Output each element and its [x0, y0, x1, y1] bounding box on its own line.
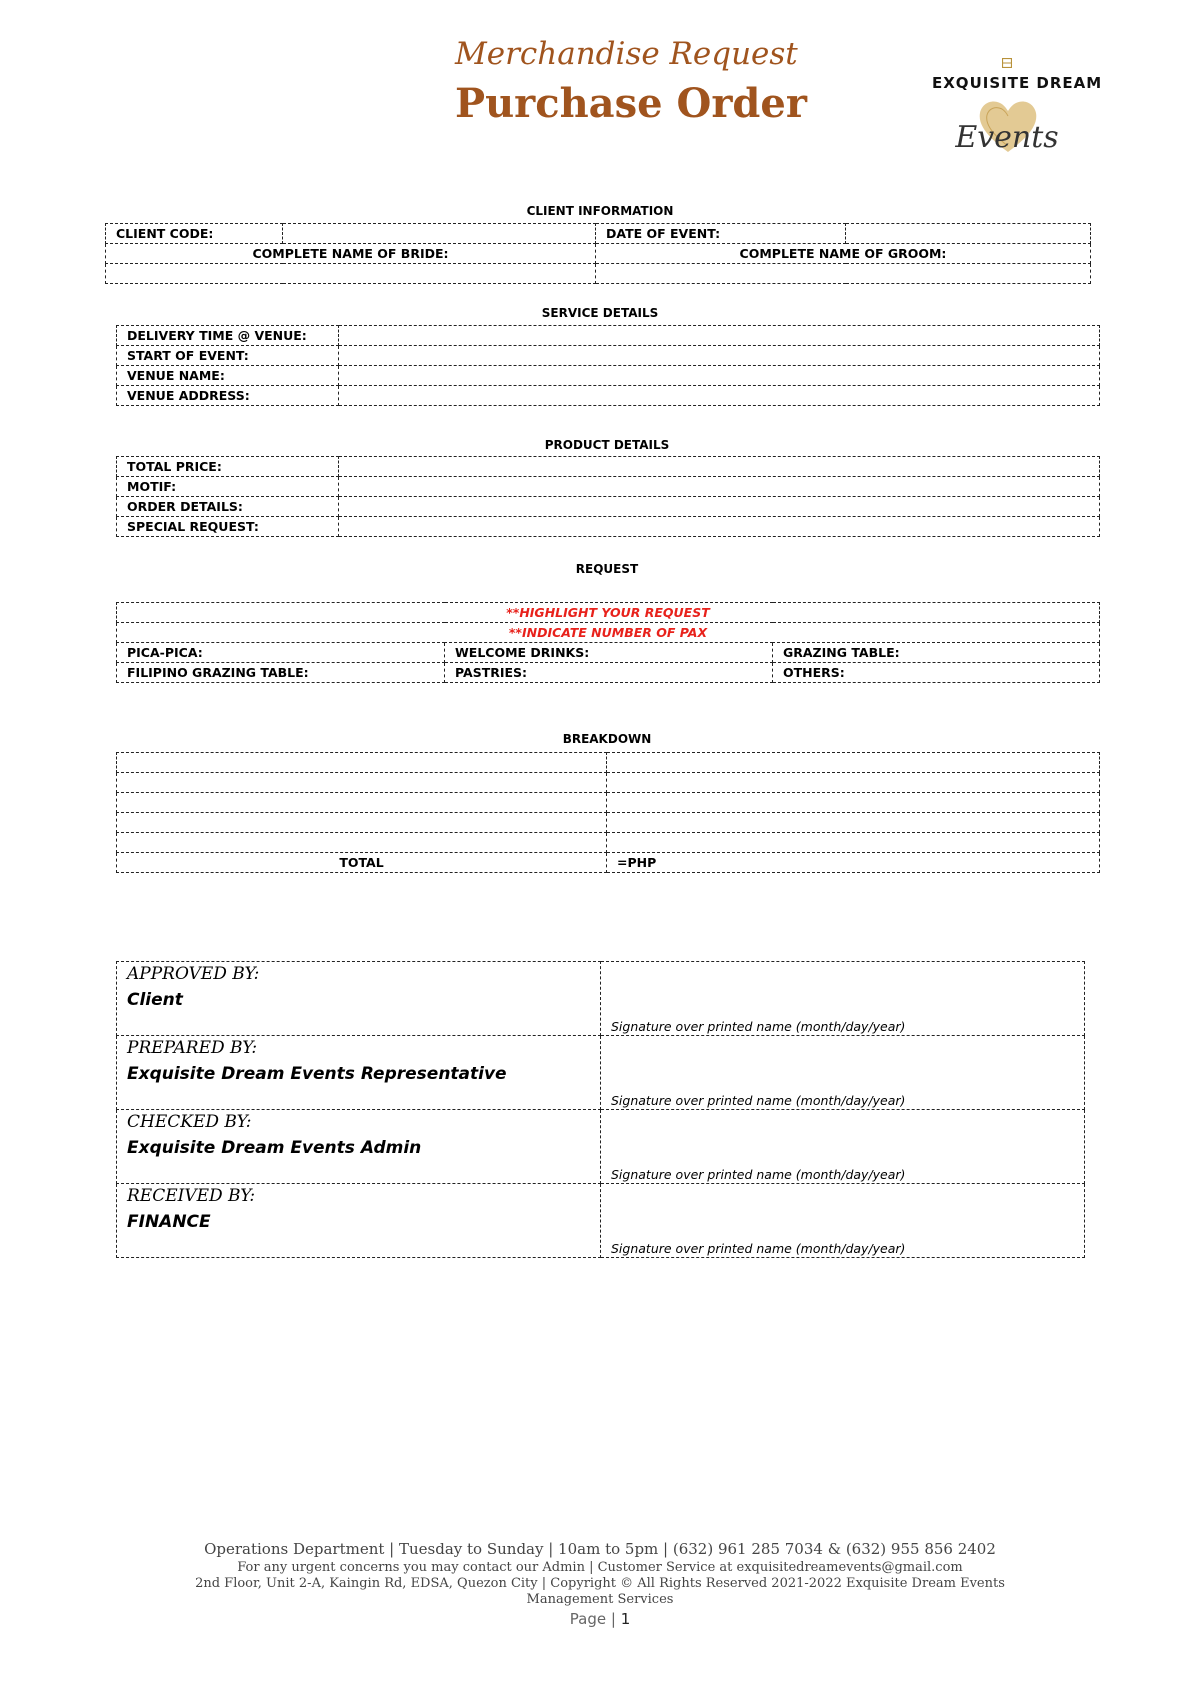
request-title: REQUEST — [575, 562, 639, 576]
signature-note: Signature over printed name (month/day/year) — [611, 1241, 906, 1256]
total-price-field[interactable] — [339, 457, 1100, 477]
delivery-time-field[interactable] — [339, 326, 1100, 346]
approved-by-cell — [117, 962, 601, 1036]
logo-brand-text: EXQUISITE DREAM — [932, 74, 1103, 92]
indicate-pax-note: **INDICATE NUMBER OF PAX — [117, 623, 1100, 643]
logo-script-text: Events — [955, 120, 1059, 155]
breakdown-amount-cell[interactable] — [607, 833, 1100, 853]
date-of-event-field[interactable] — [846, 224, 1091, 244]
checked-by-cell — [117, 1110, 601, 1184]
logo-mark-icon — [1002, 58, 1012, 68]
footer-email-line: For any urgent concerns you may contact our Admin | Customer Service at exquisitedreamevents@gmail.com — [237, 1560, 963, 1575]
breakdown-item-cell[interactable] — [117, 753, 607, 773]
received-by-cell — [117, 1184, 601, 1258]
approved-by-signature-field[interactable] — [601, 962, 1085, 1036]
breakdown-amount-cell[interactable] — [607, 753, 1100, 773]
footer-contact-line: Operations Department | Tuesday to Sunday | 10am to 5pm | (632) 961 285 7034 & (632) 955 856 2402 — [204, 1540, 996, 1558]
others-field[interactable]: OTHERS: — [773, 663, 1100, 683]
filipino-grazing-table-field[interactable]: FILIPINO GRAZING TABLE: — [117, 663, 445, 683]
breakdown-item-cell[interactable] — [117, 833, 607, 853]
start-of-event-field[interactable] — [339, 346, 1100, 366]
breakdown-item-cell[interactable] — [117, 773, 607, 793]
service-details-table — [116, 325, 1100, 406]
breakdown-amount-cell[interactable] — [607, 773, 1100, 793]
received-by-label: RECEIVED BY: — [127, 1186, 256, 1206]
breakdown-total-value[interactable]: =PHP — [607, 853, 1100, 873]
bride-name-label: COMPLETE NAME OF BRIDE: — [106, 244, 596, 264]
checked-by-name: Exquisite Dream Events Admin — [127, 1138, 422, 1158]
venue-name-label: VENUE NAME: — [117, 366, 339, 386]
date-of-event-label: DATE OF EVENT: — [596, 224, 846, 244]
company-logo — [932, 56, 1103, 166]
document-title: Purchase Order — [455, 80, 807, 127]
breakdown-item-cell[interactable] — [117, 793, 607, 813]
special-request-field[interactable] — [339, 517, 1100, 537]
footer-company-line: Management Services — [526, 1592, 674, 1607]
breakdown-table — [116, 752, 1100, 873]
highlight-request-note: **HIGHLIGHT YOUR REQUEST — [117, 603, 1100, 623]
breakdown-amount-cell[interactable] — [607, 813, 1100, 833]
special-request-label: SPECIAL REQUEST: — [117, 517, 339, 537]
client-code-field[interactable] — [283, 224, 596, 244]
pica-pica-field[interactable]: PICA-PICA: — [117, 643, 445, 663]
received-by-name: FINANCE — [127, 1212, 211, 1232]
page-indicator — [150, 1610, 1050, 1628]
venue-name-field[interactable] — [339, 366, 1100, 386]
prepared-by-signature-field[interactable] — [601, 1036, 1085, 1110]
groom-name-field[interactable] — [596, 264, 1091, 284]
signature-note: Signature over printed name (month/day/year) — [611, 1093, 906, 1108]
service-details-title: SERVICE DETAILS — [541, 306, 659, 320]
bride-name-field[interactable] — [106, 264, 596, 284]
page-label: Page | — [569, 1610, 616, 1628]
request-table — [116, 602, 1100, 683]
client-code-label: CLIENT CODE: — [106, 224, 283, 244]
order-details-label: ORDER DETAILS: — [117, 497, 339, 517]
checked-by-label: CHECKED BY: — [127, 1112, 252, 1132]
footer-address-line: 2nd Floor, Unit 2-A, Kaingin Rd, EDSA, Quezon City | Copyright © All Rights Reserved 2021-2022 Exquisite Dream Events — [195, 1576, 1005, 1591]
delivery-time-label: DELIVERY TIME @ VENUE: — [117, 326, 339, 346]
start-of-event-label: START OF EVENT: — [117, 346, 339, 366]
total-price-label: TOTAL PRICE: — [117, 457, 339, 477]
venue-address-label: VENUE ADDRESS: — [117, 386, 339, 406]
product-details-title: PRODUCT DETAILS — [544, 438, 670, 452]
approved-by-label: APPROVED BY: — [127, 964, 260, 984]
pastries-field[interactable]: PASTRIES: — [445, 663, 773, 683]
signature-note: Signature over printed name (month/day/year) — [611, 1167, 906, 1182]
client-information-title: CLIENT INFORMATION — [526, 204, 674, 218]
breakdown-amount-cell[interactable] — [607, 793, 1100, 813]
motif-field[interactable] — [339, 477, 1100, 497]
signature-table — [116, 961, 1085, 1258]
venue-address-field[interactable] — [339, 386, 1100, 406]
checked-by-signature-field[interactable] — [601, 1110, 1085, 1184]
product-details-table — [116, 456, 1100, 537]
order-details-field[interactable] — [339, 497, 1100, 517]
document-subtitle: Merchandise Request — [455, 36, 798, 72]
page-number: 1 — [620, 1610, 631, 1628]
motif-label: MOTIF: — [117, 477, 339, 497]
welcome-drinks-field[interactable]: WELCOME DRINKS: — [445, 643, 773, 663]
prepared-by-name: Exquisite Dream Events Representative — [127, 1064, 507, 1084]
breakdown-total-label: TOTAL — [117, 853, 607, 873]
groom-name-label: COMPLETE NAME OF GROOM: — [596, 244, 1091, 264]
grazing-table-field[interactable]: GRAZING TABLE: — [773, 643, 1100, 663]
client-information-table — [105, 223, 1091, 284]
prepared-by-label: PREPARED BY: — [127, 1038, 258, 1058]
breakdown-item-cell[interactable] — [117, 813, 607, 833]
received-by-signature-field[interactable] — [601, 1184, 1085, 1258]
signature-note: Signature over printed name (month/day/year) — [611, 1019, 906, 1034]
breakdown-title: BREAKDOWN — [562, 732, 652, 746]
prepared-by-cell — [117, 1036, 601, 1110]
approved-by-name: Client — [127, 990, 183, 1010]
